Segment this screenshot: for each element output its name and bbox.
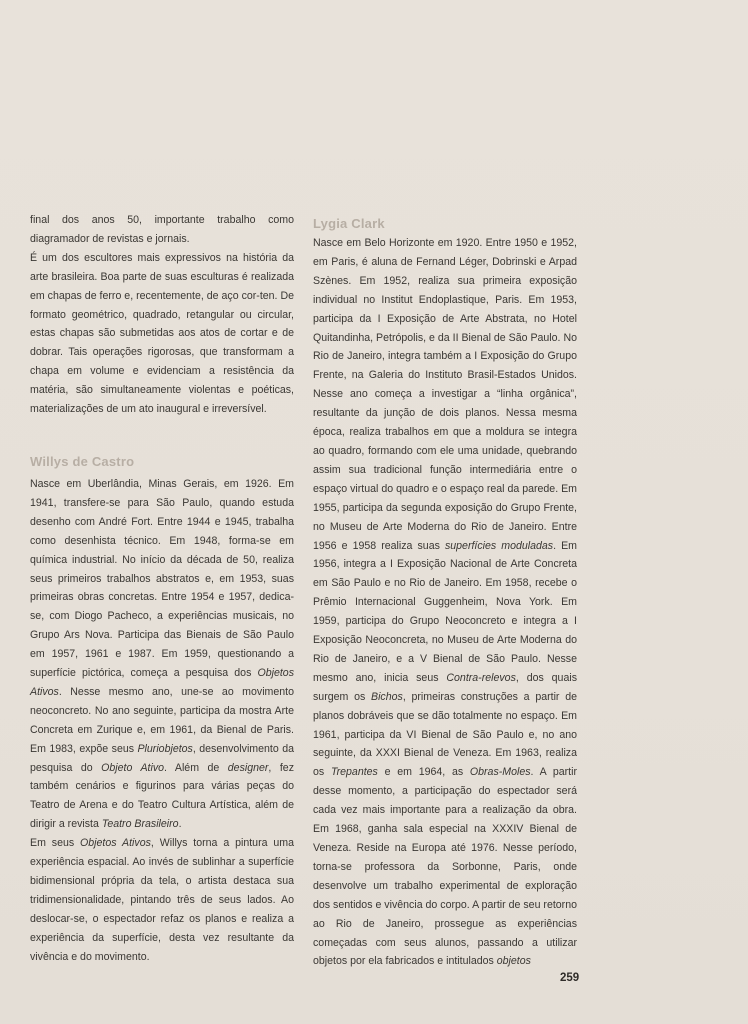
- sculptor-paragraph: É um dos escultores mais expressivos na história da arte brasileira. Boa parte de suas esculturas é realizada em chapas de ferro e, recentemente, de aço cor-ten. De formato geométrico, quadrado, retangular ou circular, estas chapas são submetidas aos atos de cortar e de dobrar. Tais operações rigorosas, que transformam a chapa em volume e evidenciam a resistência da matéria, são simultaneamente violentas e poéticas, materializações de um ato inaugural e irreversível.: [30, 251, 294, 416]
- section-heading-lygia-clark: Lygia Clark: [313, 216, 385, 231]
- section-heading-willys-de-castro: Willys de Castro: [30, 453, 135, 469]
- lygia-bio-paragraph: Nasce em Belo Horizonte em 1920. Entre 1950 e 1952, em Paris, é aluna de Fernand Léger, Dobrinski e Arpad Szènes. Em 1952, realiza sua primeira exposição individual no Institut Endoplastique, Paris. Em 1953, participa da I Exposição de Arte Abstrata, no Hotel Quitandinha, Petrópolis, e da II Bienal de São Paulo. No Rio de Janeiro, integra também a I Exposição do Grupo Frente, na Galeria do Instituto Brasil-Estados Unidos. Nesse ano começa a investigar a “linha orgânica”, resultante da junção de dois planos. Nessa mesma época, realiza trabalhos em que a moldura se integra ao quadro, formando com ele uma unidade, quebrando assim sua tradicional função intermediária entre o espaço virtual do quadro e o espaço real da parede. Em 1955, participa da segunda exposição do Grupo Frente, no Museu de Arte Moderna do Rio de Janeiro. Entre 1956 e 1958 realiza suas superfícies moduladas. Em 1956, integra a I Exposição Nacional de Arte Concreta em São Paulo e no Rio de Janeiro. Em 1958, recebe o Prêmio Internacional Guggenheim, Nova York. Em 1959, participa do Grupo Neoconcreto e integra a I Exposição Neoconcreta, no Museu de Arte Moderna do Rio de Janeiro, e a V Bienal de São Paulo. Nesse mesmo ano, inicia seus Contra-relevos, dos quais surgem os Bichos, primeiras construções a partir de planos dobráveis que se dão totalmente no espaço. Em 1961, participa da VI Bienal de São Paulo e, no ano seguinte, da XXXI Bienal de Veneza. Em 1963, realiza os Trepantes e em 1964, as Obras-Moles. A partir desse momento, a participação do espectador será cada vez mais importante para a realização da obra. Em 1968, ganha sala especial na XXXIV Bienal de Veneza. Reside na Europa até 1976. Nesse período, torna-se professora da Sorbonne, Paris, onde desenvolve um trabalho experimental de exploração dos sentidos e vivência do corpo. A partir de seu retorno ao Rio de Janeiro, prossegue as experiências começadas com seus alunos, passando a utilizar objetos por ela fabricados e intitulados objetos: [313, 237, 577, 968]
- page-number: 259: [560, 972, 580, 984]
- willys-bio-paragraph: Nasce em Uberlândia, Minas Gerais, em 1926. Em 1941, transfere-se para São Paulo, quando estuda desenho com André Fort. Entre 1944 e 1945, trabalha como desenhista técnico. Em 1948, forma-se em química industrial. No início da década de 50, realiza seus primeiros trabalhos abstratos e, em 1953, suas primeiras obras concretas. Entre 1954 e 1957, dedica-se, com Diogo Pacheco, a experiências musicais, no Grupo Ars Nova. Participa das Bienais de São Paulo em 1957, 1961 e 1987. Em 1959, questionando a superfície pictórica, começa a pesquisa dos Objetos Ativos. Nesse mesmo ano, une-se ao movimento neoconcreto. No ano seguinte, participa da mostra Arte Concreta em Zurique e, em 1961, da Bienal de Paris. Em 1983, expõe seus Pluriobjetos, desenvolvimento da pesquisa do Objeto Ativo. Além de designer, fez também cenários e figurinos para várias peças do Teatro de Arena e do Teatro Cultura Artística, além de dirigir a revista Teatro Brasileiro.: [30, 477, 294, 831]
- section-spacer: [30, 419, 294, 452]
- willys-closing-paragraph: Em seus Objetos Ativos, Willys torna a pintura uma experiência espacial. Ao invés de sublinhar a superfície bidimensional própria da tela, o artista destaca sua tridimensionalidade, pintando três de seus lados. Ao deslocar-se, o espectador refaz os planos e realiza a experiência da superfície, desta vez resultante da vivência e do movimento.: [30, 837, 294, 963]
- left-column: [30, 211, 294, 967]
- intro-paragraph: final dos anos 50, importante trabalho como diagramador de revistas e jornais.: [30, 214, 294, 245]
- right-column: [313, 214, 577, 971]
